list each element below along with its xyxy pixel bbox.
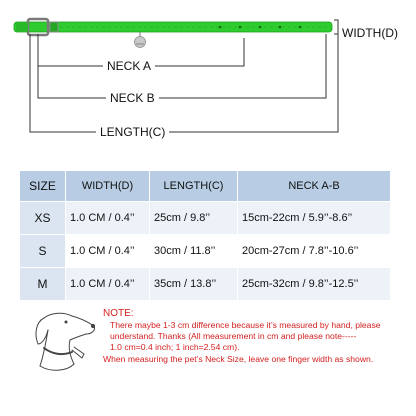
- size-cell: S: [20, 235, 66, 268]
- width-label: WIDTH(D): [342, 26, 398, 40]
- note-line: 1.0 cm=0.4 inch; 1 inch=2.54 cm).: [110, 342, 240, 353]
- size-cell: XS: [20, 202, 66, 235]
- bell-icon: [135, 37, 146, 48]
- table-header-row: [20, 171, 391, 202]
- size-cell: M: [20, 268, 66, 301]
- table-row: [20, 268, 391, 301]
- note-line: understand. Thanks (All measurement in cm and please note-----: [110, 331, 357, 342]
- length-cell: 30cm / 11.8’’: [150, 235, 238, 268]
- collar-illustration: [0, 0, 416, 150]
- neck-cell: 20cm-27cm / 7.8’’-10.6’’: [238, 235, 391, 268]
- table-row: [20, 202, 391, 235]
- header-width: WIDTH(D): [66, 171, 150, 202]
- width-cell: 1.0 CM / 0.4’’: [66, 202, 150, 235]
- note-title: NOTE:: [103, 308, 134, 319]
- note-box: [103, 308, 408, 365]
- collar-diagram: [0, 0, 416, 150]
- keeper-loop: [50, 22, 58, 32]
- size-table: [19, 170, 391, 301]
- note-line: There maybe 1-3 cm difference because it’s measured by hand, please: [110, 320, 381, 330]
- length-cell: 25cm / 9.8’’: [150, 202, 238, 235]
- header-length: LENGTH(C): [150, 171, 238, 202]
- neck-cell: 25cm-32cm / 9.8’’-12.5’’: [238, 268, 391, 301]
- width-bracket: [334, 20, 338, 34]
- length-cell: 35cm / 13.8’’: [150, 268, 238, 301]
- length-bracket: [30, 34, 338, 132]
- buckle-loop: [16, 22, 28, 32]
- neck-b-label: NECK B: [106, 91, 159, 105]
- dog-sketch-icon: [22, 300, 102, 380]
- header-size: SIZE: [20, 171, 66, 202]
- width-cell: 1.0 CM / 0.4’’: [66, 235, 150, 268]
- width-cell: 1.0 CM / 0.4’’: [66, 268, 150, 301]
- length-label: LENGTH(C): [96, 125, 169, 139]
- note-line: When measuring the pet’s Neck Size, leave one finger width as shown.: [103, 353, 374, 364]
- table-row: [20, 235, 391, 268]
- neck-cell: 15cm-22cm / 5.9’’-8.6’’: [238, 202, 391, 235]
- header-neck: NECK A-B: [238, 171, 391, 202]
- neck-a-label: NECK A: [103, 59, 155, 73]
